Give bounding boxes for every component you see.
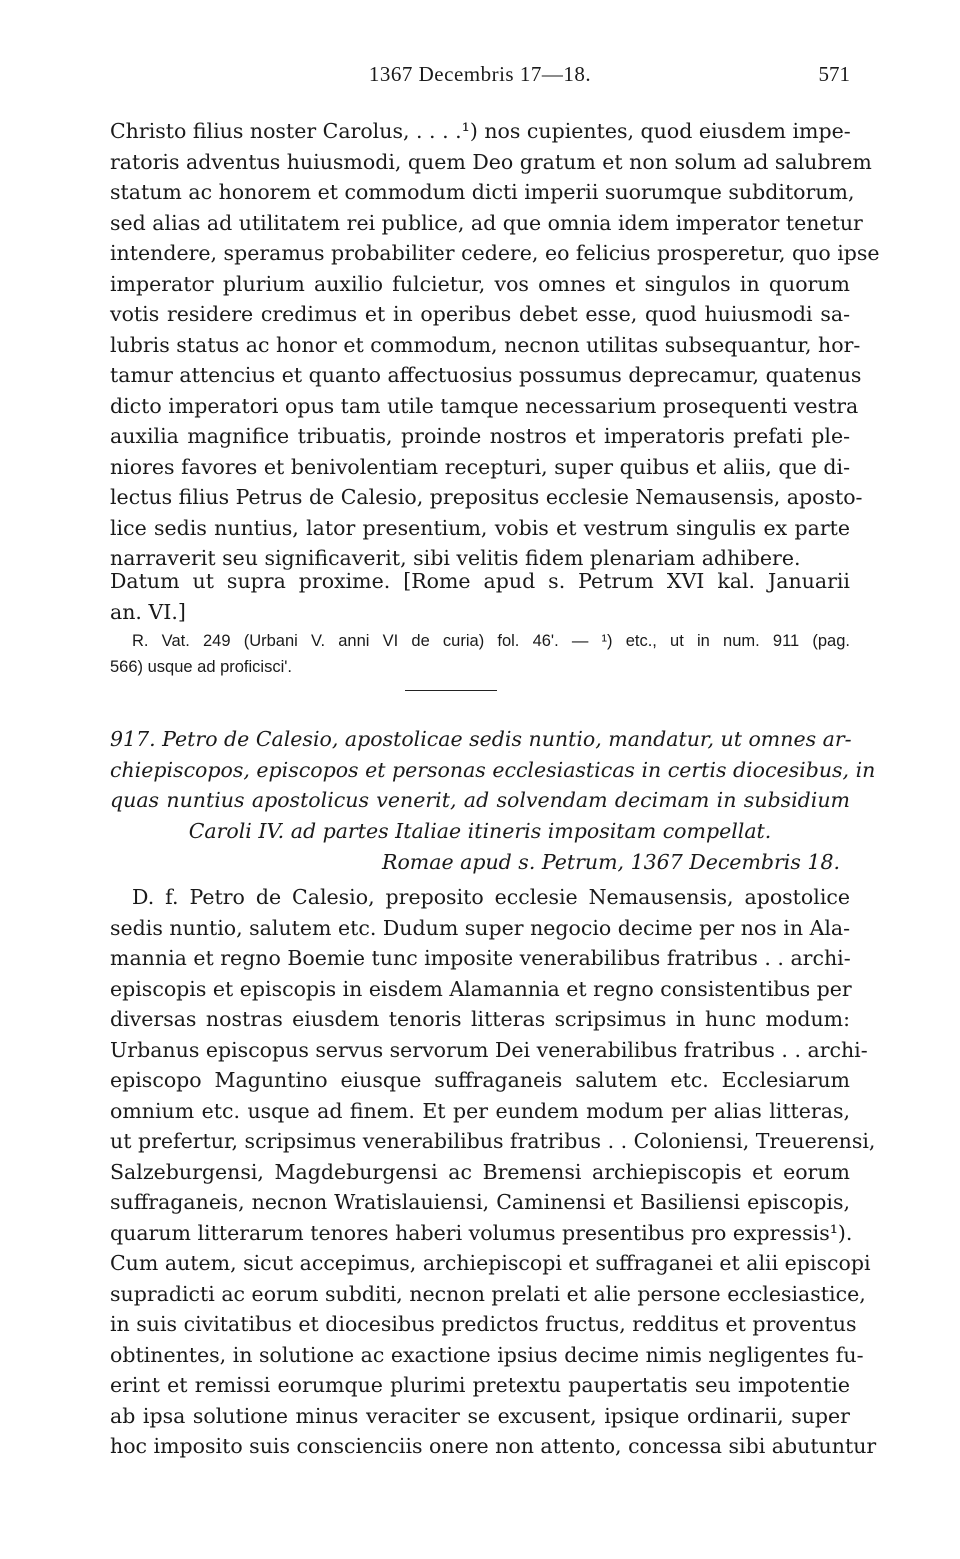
datum-year: an. VI.] xyxy=(110,599,186,624)
separator-rule xyxy=(405,690,497,691)
text-line: suffraganeis, necnon Wratislauiensi, Caminensi et Basiliensi episcopis, xyxy=(110,1190,850,1214)
text-line: tamur attencius et quanto affectuosius possumus deprecamur, quatenus xyxy=(110,363,862,387)
text-line: lubris status ac honor et commodum, necnon utilitas subsequantur, hor- xyxy=(110,332,861,357)
text-line: diversas nostras eiusdem tenoris litteras scripsimus in hunc modum: xyxy=(110,1007,850,1031)
text-line: in suis civitatibus et diocesibus predictos fructus, redditus et proventus xyxy=(110,1312,857,1336)
text-line: ratoris adventus huiusmodi, quem Deo gratum et non solum ad salubrem xyxy=(110,149,872,174)
text-line: narraverit seu significaverit, sibi velitis fidem plenariam adhibere. xyxy=(110,546,801,570)
heading-line: chiepiscopos, episcopos et personas ecclesiasticas in certis diocesibus, in xyxy=(110,757,876,782)
text-line: imperator plurium auxilio fulcietur, vos omnes et singulos in quorum xyxy=(110,271,850,296)
note-line: R. Vat. 249 (Urbani V. anni VI de curia) fol. 46'. — ¹) etc., ut in num. 911 (pag. xyxy=(132,632,850,650)
text-line: mannia et regno Boemie tunc imposite venerabilibus fratribus . . archi- xyxy=(110,946,851,970)
text-line: intendere, speramus probabiliter cedere, eo felicius prosperetur, quo ipse xyxy=(110,241,880,265)
heading-line: 917. Petro de Calesio, apostolicae sedis nuntio, mandatur, ut omnes ar- xyxy=(110,727,852,751)
text-line: Salzeburgensi, Magdeburgensi ac Bremensi archiepiscopis et eorum xyxy=(110,1159,850,1184)
entry-dateline xyxy=(110,847,850,878)
page-number: 571 xyxy=(818,62,850,86)
text-line: episcopis et episcopis in eisdem Alamannia et regno consistentibus per xyxy=(110,976,852,1001)
text-line: ut prefertur, scripsimus venerabilibus fratribus . . Coloniensi, Treuerensi, xyxy=(110,1129,876,1153)
datum-line xyxy=(110,566,850,627)
text-line: ab ipsa solutione minus veraciter se excusent, ipsique ordinarii, super xyxy=(110,1403,850,1428)
text-line: obtinentes, in solutione ac exactione ipsius decime nimis negligentes fu- xyxy=(110,1342,864,1367)
text-line: dicto imperatori opus tam utile tamque necessarium prosequenti vestra xyxy=(110,393,859,418)
text-line: omnium etc. usque ad finem. Et per eundem modum per alias litteras, xyxy=(110,1098,850,1123)
source-note xyxy=(110,628,850,680)
text-line: lice sedis nuntius, lator presentium, vobis et vestrum singulis ex parte xyxy=(110,515,850,540)
entry-body xyxy=(110,882,877,1462)
entry-heading xyxy=(110,724,876,846)
text-line: Christo filius noster Carolus, . . . .¹) nos cupientes, quod eiusdem impe- xyxy=(110,119,851,143)
note-line: 566) usque ad proficisci'. xyxy=(110,658,292,676)
text-line: sed alias ad utilitatem rei publice, ad que omnia idem imperator tenetur xyxy=(110,210,863,235)
dateline: Romae apud s. Petrum, 1367 Decembris 18. xyxy=(382,850,840,874)
heading-line: quas nuntius apostolicus venerit, ad solvendam decimam in subsidium xyxy=(110,788,850,812)
text-line: Urbanus episcopus servus servorum Dei venerabilibus fratribus . . archi- xyxy=(110,1037,868,1062)
text-line: hoc imposito suis conscienciis onere non attento, concessa sibi abutuntur xyxy=(110,1434,877,1458)
text-line: statum ac honorem et commodum dicti imperii suorumque subditorum, xyxy=(110,180,855,204)
text-line: quarum litterarum tenores haberi volumus presentibus pro expressis¹). xyxy=(110,1220,853,1245)
datum-text: Datum ut supra proxime. [Rome apud s. Petrum XVI kal. Januarii xyxy=(110,569,850,593)
letter-paragraph xyxy=(110,116,880,574)
text-line: Cum autem, sicut accepimus, archiepiscopi et suffraganei et alii episcopi xyxy=(110,1251,871,1275)
text-line: supradicti ac eorum subditi, necnon prelati et alie persone ecclesiastice, xyxy=(110,1281,866,1306)
text-line: auxilia magnifice tribuatis, proinde nostros et imperatoris prefati ple- xyxy=(110,424,850,448)
text-line: erint et remissi eorumque plurimi pretextu paupertatis seu impotentie xyxy=(110,1373,850,1397)
text-line: sedis nuntio, salutem etc. Dudum super negocio decime per nos in Ala- xyxy=(110,915,851,940)
heading-line: Caroli IV. ad partes Italiae itineris impositam compellat. xyxy=(188,818,772,843)
text-line: D. f. Petro de Calesio, preposito ecclesie Nemausensis, apostolice xyxy=(132,885,850,909)
text-line: episcopo Maguntino eiusque suffraganeis salutem etc. Ecclesiarum xyxy=(110,1068,850,1092)
text-line: lectus filius Petrus de Calesio, prepositus ecclesie Nemausensis, aposto- xyxy=(110,485,863,509)
text-line: votis residere credimus et in operibus debet esse, quod huiusmodi sa- xyxy=(110,302,850,326)
running-header xyxy=(0,62,960,92)
header-title: 1367 Decembris 17—18. xyxy=(368,62,592,86)
text-line: niores favores et benivolentiam recepturi, super quibus et aliis, que di- xyxy=(110,454,850,479)
